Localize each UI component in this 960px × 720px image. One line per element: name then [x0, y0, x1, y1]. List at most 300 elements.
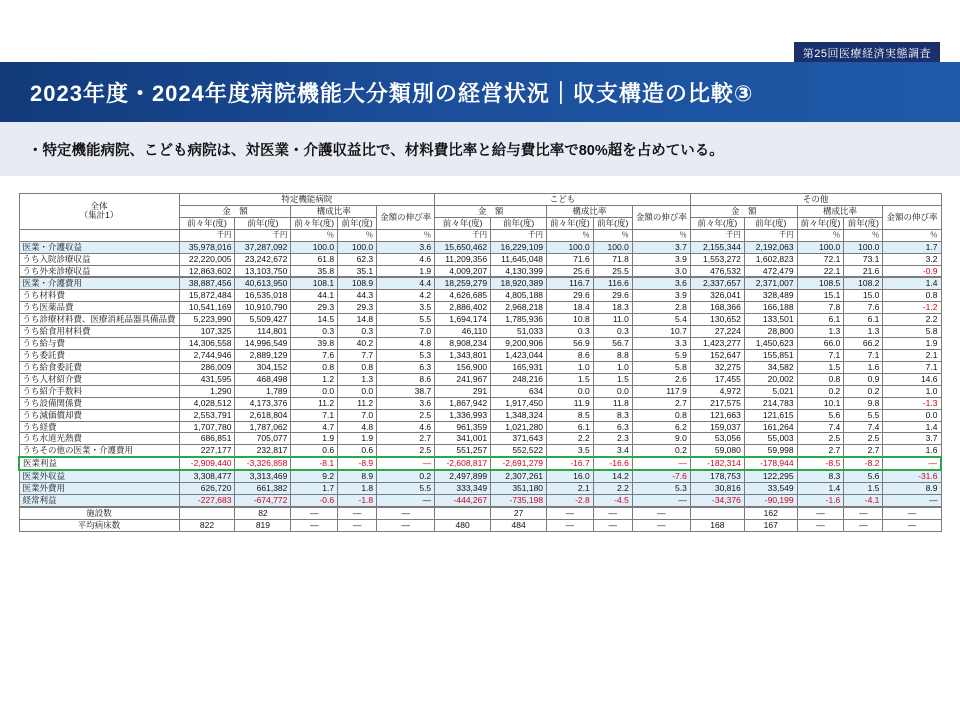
table-cell: 2.2 [883, 314, 941, 326]
table-cell: 1.4 [883, 277, 941, 289]
table-cell: 16,535,018 [235, 290, 291, 302]
table-cell: 33,549 [744, 483, 797, 495]
table-cell: 40.2 [338, 338, 377, 350]
table-cell: 2.6 [632, 373, 690, 385]
table-cell: 5.9 [632, 349, 690, 361]
table-row [19, 385, 941, 397]
table-cell: 100.0 [338, 241, 377, 253]
row-label: うち減価償却費 [19, 409, 179, 421]
table-cell: 1.9 [377, 265, 435, 277]
table-cell: 15.1 [797, 290, 844, 302]
table-cell: 3.6 [632, 277, 690, 289]
corner-label [19, 194, 179, 230]
table-cell: 133,501 [744, 314, 797, 326]
table-cell: 1.6 [844, 361, 883, 373]
table-cell: -2.8 [547, 495, 594, 507]
table-cell: 14,306,558 [179, 338, 235, 350]
table-cell: 1.7 [883, 241, 941, 253]
table-cell: 3.4 [593, 445, 632, 457]
table-cell: 11,645,048 [491, 253, 547, 265]
table-cell: -674,772 [235, 495, 291, 507]
table-cell: 166,188 [744, 302, 797, 314]
table-cell: — [797, 519, 844, 531]
table-row [19, 253, 941, 265]
table-cell: 286,009 [179, 361, 235, 373]
year-prev1-pct-2: 前年(度) [844, 217, 883, 229]
table-cell: 2,497,899 [435, 470, 491, 482]
table-cell: 291 [435, 385, 491, 397]
table-cell: 3.0 [632, 265, 690, 277]
table-cell: 100.0 [291, 241, 338, 253]
table-cell: — [377, 519, 435, 531]
table-cell: 1.0 [883, 385, 941, 397]
table-cell: 3.7 [883, 433, 941, 445]
table-cell: 3.6 [377, 241, 435, 253]
table-cell: 100.0 [797, 241, 844, 253]
table-cell: 822 [179, 519, 235, 531]
group-header-2: その他 [690, 194, 941, 206]
year-prev1-2: 前年(度) [744, 217, 797, 229]
table-row [19, 302, 941, 314]
table-cell: 10,541,169 [179, 302, 235, 314]
table-cell: 1,348,324 [491, 409, 547, 421]
table-cell: 4,130,399 [491, 265, 547, 277]
table-cell: 2.2 [547, 433, 594, 445]
table-cell: 7.1 [844, 349, 883, 361]
table-cell: — [291, 519, 338, 531]
row-label: うち給食用材料費 [19, 326, 179, 338]
unit-pct-1b: ％ [593, 229, 632, 241]
table-cell: 8.5 [547, 409, 594, 421]
row-label: うち水道光熱費 [19, 433, 179, 445]
table-cell: — [844, 507, 883, 519]
table-cell: 1.7 [291, 483, 338, 495]
table-cell: 5.6 [844, 470, 883, 482]
table-cell: -227,683 [179, 495, 235, 507]
table-cell: 20,002 [744, 373, 797, 385]
table-cell: 2.7 [377, 433, 435, 445]
year-prev2-pct-0: 前々年(度) [291, 217, 338, 229]
table-cell: 241,967 [435, 373, 491, 385]
table-cell: 4.4 [377, 277, 435, 289]
table-cell: 1,694,174 [435, 314, 491, 326]
table-cell: 21.6 [844, 265, 883, 277]
table-cell: -3,326,858 [235, 457, 291, 470]
table-cell: 7.1 [883, 361, 941, 373]
table-cell: 1.9 [338, 433, 377, 445]
table-cell: 7.1 [797, 349, 844, 361]
table-cell: -16.6 [593, 457, 632, 470]
table-cell: 161,264 [744, 421, 797, 433]
table-cell: 2,968,218 [491, 302, 547, 314]
table-cell: — [291, 507, 338, 519]
title-bar [0, 62, 960, 122]
table-cell: 23,242,672 [235, 253, 291, 265]
table-cell: 1.6 [883, 445, 941, 457]
table-cell: 7.6 [291, 349, 338, 361]
table-cell: 2,307,261 [491, 470, 547, 482]
table-cell: 2.5 [797, 433, 844, 445]
table-cell: 341,001 [435, 433, 491, 445]
table-cell: 29.6 [547, 290, 594, 302]
table-cell: 108.9 [338, 277, 377, 289]
unit-pct-0b: ％ [338, 229, 377, 241]
table-row [19, 373, 941, 385]
table-cell: -7.6 [632, 470, 690, 482]
table-cell: 4,805,188 [491, 290, 547, 302]
table-cell: 25.6 [547, 265, 594, 277]
table-cell: 11.2 [291, 397, 338, 409]
table-cell: 66.2 [844, 338, 883, 350]
table-cell: 108.2 [844, 277, 883, 289]
table-cell: 1,867,942 [435, 397, 491, 409]
table-cell: 3.5 [547, 445, 594, 457]
table-cell: 1.3 [797, 326, 844, 338]
table-cell: 72.1 [797, 253, 844, 265]
table-cell: -178,944 [744, 457, 797, 470]
row-label: 施設数 [19, 507, 179, 519]
table-cell: 38.7 [377, 385, 435, 397]
table-cell: 56.9 [547, 338, 594, 350]
page-title: 2023年度・2024年度病院機能大分類別の経営状況｜収支構造の比較③ [30, 80, 754, 106]
table-cell: 117.9 [632, 385, 690, 397]
table-cell: 1,602,823 [744, 253, 797, 265]
table-row [19, 457, 941, 470]
table-cell: 634 [491, 385, 547, 397]
table-cell: 34,582 [744, 361, 797, 373]
table-cell: 2,744,946 [179, 349, 235, 361]
table-cell: — [632, 507, 690, 519]
table-cell: 4.2 [377, 290, 435, 302]
row-label: うち診療材料費、医療消耗品器具備品費 [19, 314, 179, 326]
table-cell: 1,707,780 [179, 421, 235, 433]
table-cell: 165,931 [491, 361, 547, 373]
table-cell: 4.8 [377, 338, 435, 350]
table-cell: 0.3 [291, 326, 338, 338]
table-row [19, 519, 941, 531]
table-cell: 2.2 [593, 483, 632, 495]
table-cell: 14.8 [338, 314, 377, 326]
table-cell: 5.8 [632, 361, 690, 373]
survey-badge: 第25回医療経済実態調査 [794, 42, 940, 65]
table-cell: 3,313,469 [235, 470, 291, 482]
table-cell: 1.4 [797, 483, 844, 495]
table-cell: 0.2 [797, 385, 844, 397]
table-cell: -90,199 [744, 495, 797, 507]
table-cell: 661,382 [235, 483, 291, 495]
corner-label-line2: （集計1） [79, 210, 119, 221]
table-cell: 1,789 [235, 385, 291, 397]
table-cell: 27 [491, 507, 547, 519]
table-cell: -182,314 [690, 457, 744, 470]
table-cell: — [632, 519, 690, 531]
table-cell: 1.3 [844, 326, 883, 338]
table-cell: 156,900 [435, 361, 491, 373]
table-cell: -2,608,817 [435, 457, 491, 470]
year-prev2-0: 前々年(度) [179, 217, 235, 229]
table-cell: 552,522 [491, 445, 547, 457]
table-cell: 121,615 [744, 409, 797, 421]
subtitle-text: ・特定機能病院、こども病院は、対医業・介護収益比で、材料費比率と給与費比率で80%超を占めている。 [28, 142, 724, 159]
table-cell: 2.8 [632, 302, 690, 314]
table-cell: 162 [744, 507, 797, 519]
table-cell: -2,909,440 [179, 457, 235, 470]
table-cell: 2.7 [797, 445, 844, 457]
table-cell: 29.6 [593, 290, 632, 302]
table-cell: — [632, 457, 690, 470]
financial-table [18, 193, 942, 532]
table-cell: 3,308,477 [179, 470, 235, 482]
row-label: 医業・介護収益 [19, 241, 179, 253]
table-cell: 108.5 [797, 277, 844, 289]
table-cell: 51,033 [491, 326, 547, 338]
table-cell: 44.3 [338, 290, 377, 302]
unit-amt-2b: 千円 [744, 229, 797, 241]
table-row [19, 349, 941, 361]
table-cell: — [797, 507, 844, 519]
table-cell: 1,423,044 [491, 349, 547, 361]
table-cell: 468,498 [235, 373, 291, 385]
table-cell: 61.8 [291, 253, 338, 265]
table-cell: 1,917,450 [491, 397, 547, 409]
table-cell: 248,216 [491, 373, 547, 385]
table-cell: 10.1 [797, 397, 844, 409]
table-cell: 15.0 [844, 290, 883, 302]
table-cell: 328,489 [744, 290, 797, 302]
table-cell: 29.3 [338, 302, 377, 314]
table-cell: — [377, 457, 435, 470]
table-cell: 8.6 [547, 349, 594, 361]
table-cell: 6.1 [547, 421, 594, 433]
table-cell: 0.8 [632, 409, 690, 421]
table-cell: 0.0 [593, 385, 632, 397]
table-cell: — [593, 519, 632, 531]
table-cell: 6.1 [797, 314, 844, 326]
table-cell: — [844, 519, 883, 531]
table-cell: 1.0 [547, 361, 594, 373]
table-cell: 484 [491, 519, 547, 531]
table-cell: 5.5 [377, 483, 435, 495]
table-cell: 2.5 [844, 433, 883, 445]
table-cell: 2,886,402 [435, 302, 491, 314]
table-cell: -8.5 [797, 457, 844, 470]
table-cell: 59,998 [744, 445, 797, 457]
row-label: 医業外収益 [19, 470, 179, 482]
table-cell: 56.7 [593, 338, 632, 350]
table-cell: 0.0 [547, 385, 594, 397]
table-cell: 18,920,389 [491, 277, 547, 289]
year-prev2-2: 前々年(度) [690, 217, 744, 229]
table-cell: — [632, 495, 690, 507]
table-cell: 7.8 [797, 302, 844, 314]
table-cell: 9.2 [291, 470, 338, 482]
table-cell: 18.3 [593, 302, 632, 314]
table-row [19, 326, 941, 338]
table-cell: 2,618,804 [235, 409, 291, 421]
table-cell: 30,816 [690, 483, 744, 495]
table-cell: 705,077 [235, 433, 291, 445]
table-cell: 304,152 [235, 361, 291, 373]
table-cell: 55,003 [744, 433, 797, 445]
table-cell: 1,450,623 [744, 338, 797, 350]
table-cell: 1.9 [883, 338, 941, 350]
table-cell: 100.0 [593, 241, 632, 253]
table-cell: -16.7 [547, 457, 594, 470]
table-cell: 9.0 [632, 433, 690, 445]
unit-amt-0a: 千円 [179, 229, 235, 241]
table-cell: 2,371,007 [744, 277, 797, 289]
table-cell: 6.3 [377, 361, 435, 373]
table-cell: 3.6 [377, 397, 435, 409]
table-cell: 1,785,936 [491, 314, 547, 326]
year-prev1-pct-1: 前年(度) [593, 217, 632, 229]
table-cell: 14.5 [291, 314, 338, 326]
table-cell: 40,613,950 [235, 277, 291, 289]
table-cell: 333,349 [435, 483, 491, 495]
table-cell: -735,198 [491, 495, 547, 507]
table-cell: 2.3 [593, 433, 632, 445]
table-cell: 16,229,109 [491, 241, 547, 253]
row-label: うち設備関係費 [19, 397, 179, 409]
unit-amt-1a: 千円 [435, 229, 491, 241]
table-cell: — [377, 495, 435, 507]
unit-pct-1a: ％ [547, 229, 594, 241]
table-cell: -4.1 [844, 495, 883, 507]
table-cell: 15,872,484 [179, 290, 235, 302]
table-row [19, 397, 941, 409]
table-cell [435, 507, 491, 519]
table-cell: 121,663 [690, 409, 744, 421]
table-cell: 1,021,280 [491, 421, 547, 433]
table-cell: -1.2 [883, 302, 941, 314]
table-cell: 217,575 [690, 397, 744, 409]
table-cell [690, 507, 744, 519]
table-cell: 4,028,512 [179, 397, 235, 409]
table-cell: 2,192,063 [744, 241, 797, 253]
table-cell: -1.3 [883, 397, 941, 409]
table-cell: 22.1 [797, 265, 844, 277]
table-cell: -1.6 [797, 495, 844, 507]
table-header-row-groups [19, 194, 941, 206]
table-row [19, 445, 941, 457]
table-cell: 4,173,376 [235, 397, 291, 409]
table-cell: 1,336,993 [435, 409, 491, 421]
table-cell: 1,290 [179, 385, 235, 397]
table-cell: -1.8 [338, 495, 377, 507]
table-header-row-units [19, 229, 941, 241]
table-cell: 53,056 [690, 433, 744, 445]
row-label: うち医薬品費 [19, 302, 179, 314]
table-cell: 0.0 [291, 385, 338, 397]
unit-gr-1: ％ [632, 229, 690, 241]
table-cell: 35.8 [291, 265, 338, 277]
table-cell: 5,509,427 [235, 314, 291, 326]
row-label: 医業利益 [19, 457, 179, 470]
table-cell: 10.8 [547, 314, 594, 326]
table-cell: 2,337,657 [690, 277, 744, 289]
table-cell: 35,978,016 [179, 241, 235, 253]
row-label: 医業・介護費用 [19, 277, 179, 289]
row-label: うち材料費 [19, 290, 179, 302]
table-cell: 167 [744, 519, 797, 531]
table-cell: 5.3 [632, 483, 690, 495]
year-prev1-0: 前年(度) [235, 217, 291, 229]
table-cell: 0.8 [291, 361, 338, 373]
table-cell: 100.0 [547, 241, 594, 253]
table-cell: 8.3 [593, 409, 632, 421]
table-cell: — [377, 507, 435, 519]
table-row [19, 507, 941, 519]
row-label: 経常利益 [19, 495, 179, 507]
table-cell: 480 [435, 519, 491, 531]
table-row [19, 421, 941, 433]
table-cell: — [883, 507, 941, 519]
table-cell: 472,479 [744, 265, 797, 277]
table-cell: 1,787,062 [235, 421, 291, 433]
table-cell: 3.9 [632, 253, 690, 265]
table-cell: 8.9 [883, 483, 941, 495]
table-cell: 0.3 [338, 326, 377, 338]
table-cell: 155,851 [744, 349, 797, 361]
table-cell: — [883, 519, 941, 531]
table-cell: 0.0 [883, 409, 941, 421]
table-cell: 1.4 [883, 421, 941, 433]
table-cell: — [883, 495, 941, 507]
row-label: うち外来診療収益 [19, 265, 179, 277]
table-cell: 214,783 [744, 397, 797, 409]
table-cell: 351,180 [491, 483, 547, 495]
table-cell: 1.5 [547, 373, 594, 385]
table-cell: 35.1 [338, 265, 377, 277]
table-cell: 2.5 [377, 409, 435, 421]
table-cell: 3.3 [632, 338, 690, 350]
table-cell: 4.6 [377, 253, 435, 265]
table-cell: 2.7 [844, 445, 883, 457]
table-cell: 326,041 [690, 290, 744, 302]
unit-pct-2b: ％ [844, 229, 883, 241]
table-cell: -444,267 [435, 495, 491, 507]
table-cell: -8.9 [338, 457, 377, 470]
sub-growth-1: 金額の伸び率 [632, 205, 690, 229]
table-cell: 3.2 [883, 253, 941, 265]
table-cell: 108.1 [291, 277, 338, 289]
sub-growth-2: 金額の伸び率 [883, 205, 941, 229]
table-cell: 9,200,906 [491, 338, 547, 350]
subtitle-bar [0, 122, 960, 176]
table-row [19, 433, 941, 445]
table-cell: -8.2 [844, 457, 883, 470]
group-header-0: 特定機能病院 [179, 194, 435, 206]
table-cell: — [338, 519, 377, 531]
table-cell: 2,155,344 [690, 241, 744, 253]
table-cell: 1.9 [291, 433, 338, 445]
table-cell: 116.7 [547, 277, 594, 289]
table-cell: 122,295 [744, 470, 797, 482]
table-cell: 82 [235, 507, 291, 519]
table-row [19, 314, 941, 326]
table-cell: 73.1 [844, 253, 883, 265]
table-cell: 961,359 [435, 421, 491, 433]
unit-gr-2: ％ [883, 229, 941, 241]
year-prev2-1: 前々年(度) [435, 217, 491, 229]
table-cell: 227,177 [179, 445, 235, 457]
corner-label-line1: 全体 [90, 201, 108, 212]
row-label: うち入院診療収益 [19, 253, 179, 265]
table-cell: 7.0 [377, 326, 435, 338]
row-label: うち経費 [19, 421, 179, 433]
row-label: 平均病床数 [19, 519, 179, 531]
table-cell: 0.9 [844, 373, 883, 385]
